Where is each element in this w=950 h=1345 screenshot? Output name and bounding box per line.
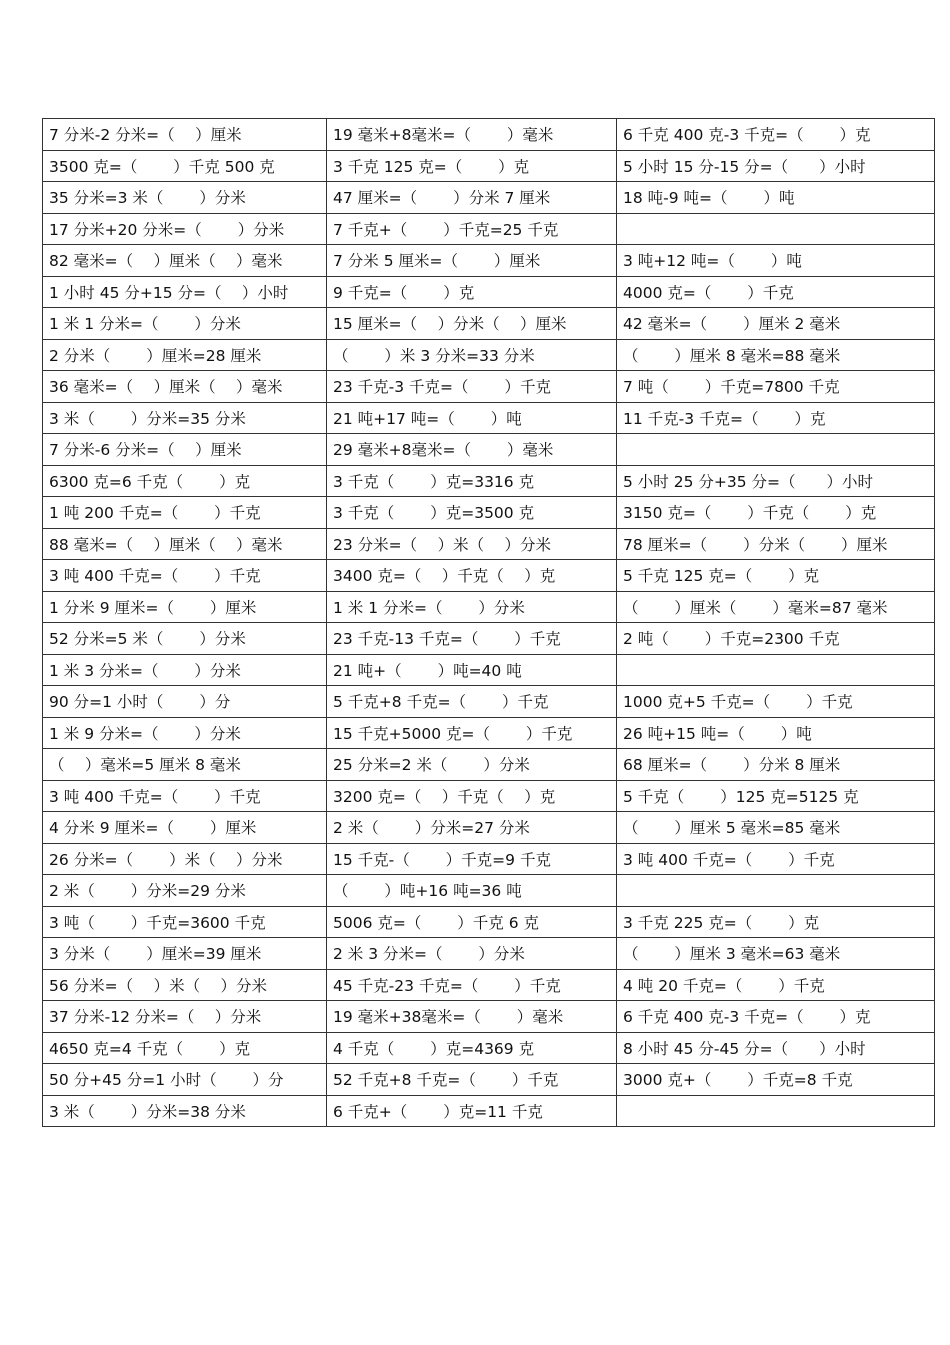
exercise-row [43, 150, 935, 182]
exercise-cell: 17 分米+20 分米=（ ）分米 [43, 213, 327, 245]
exercise-cell: 88 毫米=（ ）厘米（ ）毫米 [43, 528, 327, 560]
exercise-cell: 5 千克+8 千克=（ ）千克 [327, 686, 617, 718]
exercise-cell: 26 吨+15 吨=（ ）吨 [617, 717, 935, 749]
exercise-row [43, 119, 935, 151]
exercise-cell [617, 654, 935, 686]
exercise-cell: 82 毫米=（ ）厘米（ ）毫米 [43, 245, 327, 277]
exercise-cell: 7 千克+（ ）千克=25 千克 [327, 213, 617, 245]
exercise-cell: 1 米 1 分米=（ ）分米 [327, 591, 617, 623]
exercise-cell: 1 分米 9 厘米=（ ）厘米 [43, 591, 327, 623]
exercise-cell: 7 吨（ ）千克=7800 千克 [617, 371, 935, 403]
exercise-cell: 21 吨+17 吨=（ ）吨 [327, 402, 617, 434]
exercise-row [43, 843, 935, 875]
exercise-row [43, 245, 935, 277]
exercise-row [43, 717, 935, 749]
exercise-row [43, 1032, 935, 1064]
exercise-row [43, 654, 935, 686]
exercise-cell: 21 吨+（ ）吨=40 吨 [327, 654, 617, 686]
exercise-cell: 47 厘米=（ ）分米 7 厘米 [327, 182, 617, 214]
exercise-cell: 2 米（ ）分米=27 分米 [327, 812, 617, 844]
exercise-cell: 5 小时 15 分-15 分=（ ）小时 [617, 150, 935, 182]
exercise-row [43, 560, 935, 592]
exercise-row [43, 213, 935, 245]
exercise-row [43, 182, 935, 214]
exercise-cell: 3 吨 400 千克=（ ）千克 [43, 560, 327, 592]
exercise-row [43, 528, 935, 560]
exercise-cell: 6 千克 400 克-3 千克=（ ）克 [617, 1001, 935, 1033]
exercise-cell: 15 千克+5000 克=（ ）千克 [327, 717, 617, 749]
exercise-row [43, 497, 935, 529]
exercise-cell: 78 厘米=（ ）分米（ ）厘米 [617, 528, 935, 560]
exercise-cell: 7 分米-2 分米=（ ）厘米 [43, 119, 327, 151]
exercise-cell: 2 米（ ）分米=29 分米 [43, 875, 327, 907]
exercise-row [43, 276, 935, 308]
exercise-cell: 25 分米=2 米（ ）分米 [327, 749, 617, 781]
exercise-cell: （ ）吨+16 吨=36 吨 [327, 875, 617, 907]
exercise-row [43, 434, 935, 466]
exercise-cell: 3200 克=（ ）千克（ ）克 [327, 780, 617, 812]
exercise-cell: 5 小时 25 分+35 分=（ ）小时 [617, 465, 935, 497]
exercise-row [43, 749, 935, 781]
exercise-cell: 3 千克（ ）克=3500 克 [327, 497, 617, 529]
exercise-cell: （ ）厘米 3 毫米=63 毫米 [617, 938, 935, 970]
exercise-cell: 3 吨+12 吨=（ ）吨 [617, 245, 935, 277]
exercise-cell: 19 毫米+38毫米=（ ）毫米 [327, 1001, 617, 1033]
exercise-cell: 15 厘米=（ ）分米（ ）厘米 [327, 308, 617, 340]
exercise-cell: 3 米（ ）分米=35 分米 [43, 402, 327, 434]
exercise-cell: 4 分米 9 厘米=（ ）厘米 [43, 812, 327, 844]
exercise-cell: 50 分+45 分=1 小时（ ）分 [43, 1064, 327, 1096]
exercise-cell: 11 千克-3 千克=（ ）克 [617, 402, 935, 434]
exercise-cell: 1 小时 45 分+15 分=（ ）小时 [43, 276, 327, 308]
exercise-row [43, 402, 935, 434]
exercise-cell: 23 千克-13 千克=（ ）千克 [327, 623, 617, 655]
worksheet [42, 118, 935, 1127]
exercise-cell: 2 分米（ ）厘米=28 厘米 [43, 339, 327, 371]
exercise-cell: 3 千克 225 克=（ ）克 [617, 906, 935, 938]
exercise-row [43, 1064, 935, 1096]
exercise-cell: （ ）厘米 8 毫米=88 毫米 [617, 339, 935, 371]
exercise-row [43, 812, 935, 844]
exercise-cell: 3 吨 400 千克=（ ）千克 [43, 780, 327, 812]
exercise-cell: 3 分米（ ）厘米=39 厘米 [43, 938, 327, 970]
exercise-cell [617, 1095, 935, 1127]
exercise-cell [617, 434, 935, 466]
exercise-cell: 8 小时 45 分-45 分=（ ）小时 [617, 1032, 935, 1064]
exercise-cell: 3 吨（ ）千克=3600 千克 [43, 906, 327, 938]
exercise-row [43, 308, 935, 340]
exercise-cell: 2 米 3 分米=（ ）分米 [327, 938, 617, 970]
exercise-cell: 3150 克=（ ）千克（ ）克 [617, 497, 935, 529]
exercise-cell: 5 千克 125 克=（ ）克 [617, 560, 935, 592]
exercise-cell: 90 分=1 小时（ ）分 [43, 686, 327, 718]
exercise-row [43, 1001, 935, 1033]
exercise-row [43, 906, 935, 938]
exercise-cell: 1 米 1 分米=（ ）分米 [43, 308, 327, 340]
exercise-cell: 5006 克=（ ）千克 6 克 [327, 906, 617, 938]
exercise-row [43, 339, 935, 371]
exercise-cell: （ ）毫米=5 厘米 8 毫米 [43, 749, 327, 781]
exercise-row [43, 623, 935, 655]
exercise-cell: 3 千克（ ）克=3316 克 [327, 465, 617, 497]
exercise-cell: 52 分米=5 米（ ）分米 [43, 623, 327, 655]
exercise-cell: 23 千克-3 千克=（ ）千克 [327, 371, 617, 403]
exercise-row [43, 1095, 935, 1127]
exercise-cell: 6300 克=6 千克（ ）克 [43, 465, 327, 497]
exercise-cell: 3000 克+（ ）千克=8 千克 [617, 1064, 935, 1096]
exercise-cell: 7 分米-6 分米=（ ）厘米 [43, 434, 327, 466]
exercise-cell: 7 分米 5 厘米=（ ）厘米 [327, 245, 617, 277]
exercise-cell: 4 千克（ ）克=4369 克 [327, 1032, 617, 1064]
exercise-cell: 3500 克=（ ）千克 500 克 [43, 150, 327, 182]
exercise-cell: 5 千克（ ）125 克=5125 克 [617, 780, 935, 812]
exercise-cell: 68 厘米=（ ）分米 8 厘米 [617, 749, 935, 781]
exercise-cell: 4000 克=（ ）千克 [617, 276, 935, 308]
exercise-cell: 35 分米=3 米（ ）分米 [43, 182, 327, 214]
exercise-cell: 6 千克 400 克-3 千克=（ ）克 [617, 119, 935, 151]
exercise-row [43, 938, 935, 970]
exercise-row [43, 780, 935, 812]
exercise-cell: 9 千克=（ ）克 [327, 276, 617, 308]
exercise-cell: 23 分米=（ ）米（ ）分米 [327, 528, 617, 560]
exercise-cell: 18 吨-9 吨=（ ）吨 [617, 182, 935, 214]
exercise-row [43, 686, 935, 718]
exercise-cell: 36 毫米=（ ）厘米（ ）毫米 [43, 371, 327, 403]
exercise-cell [617, 875, 935, 907]
exercise-cell: 1 米 9 分米=（ ）分米 [43, 717, 327, 749]
exercise-row [43, 969, 935, 1001]
exercise-cell: 3400 克=（ ）千克（ ）克 [327, 560, 617, 592]
exercise-cell: 19 毫米+8毫米=（ ）毫米 [327, 119, 617, 151]
exercise-cell: 3 千克 125 克=（ ）克 [327, 150, 617, 182]
exercise-cell: 26 分米=（ ）米（ ）分米 [43, 843, 327, 875]
exercise-cell: 15 千克-（ ）千克=9 千克 [327, 843, 617, 875]
exercise-cell: （ ）厘米 5 毫米=85 毫米 [617, 812, 935, 844]
exercise-cell: 3 吨 400 千克=（ ）千克 [617, 843, 935, 875]
exercise-row [43, 465, 935, 497]
exercise-cell [617, 213, 935, 245]
exercise-cell: 42 毫米=（ ）厘米 2 毫米 [617, 308, 935, 340]
exercise-cell: 1000 克+5 千克=（ ）千克 [617, 686, 935, 718]
exercise-cell: 45 千克-23 千克=（ ）千克 [327, 969, 617, 1001]
exercise-row [43, 875, 935, 907]
exercise-table [42, 118, 935, 1127]
exercise-cell: 1 吨 200 千克=（ ）千克 [43, 497, 327, 529]
exercise-row [43, 371, 935, 403]
exercise-cell: 6 千克+（ ）克=11 千克 [327, 1095, 617, 1127]
exercise-cell: 4650 克=4 千克（ ）克 [43, 1032, 327, 1064]
exercise-cell: （ ）米 3 分米=33 分米 [327, 339, 617, 371]
exercise-cell: 1 米 3 分米=（ ）分米 [43, 654, 327, 686]
exercise-cell: 52 千克+8 千克=（ ）千克 [327, 1064, 617, 1096]
exercise-cell: 56 分米=（ ）米（ ）分米 [43, 969, 327, 1001]
exercise-cell: 4 吨 20 千克=（ ）千克 [617, 969, 935, 1001]
exercise-table-body [43, 119, 935, 1127]
exercise-cell: （ ）厘米（ ）毫米=87 毫米 [617, 591, 935, 623]
exercise-cell: 2 吨（ ）千克=2300 千克 [617, 623, 935, 655]
exercise-cell: 3 米（ ）分米=38 分米 [43, 1095, 327, 1127]
exercise-row [43, 591, 935, 623]
exercise-cell: 37 分米-12 分米=（ ）分米 [43, 1001, 327, 1033]
exercise-cell: 29 毫米+8毫米=（ ）毫米 [327, 434, 617, 466]
